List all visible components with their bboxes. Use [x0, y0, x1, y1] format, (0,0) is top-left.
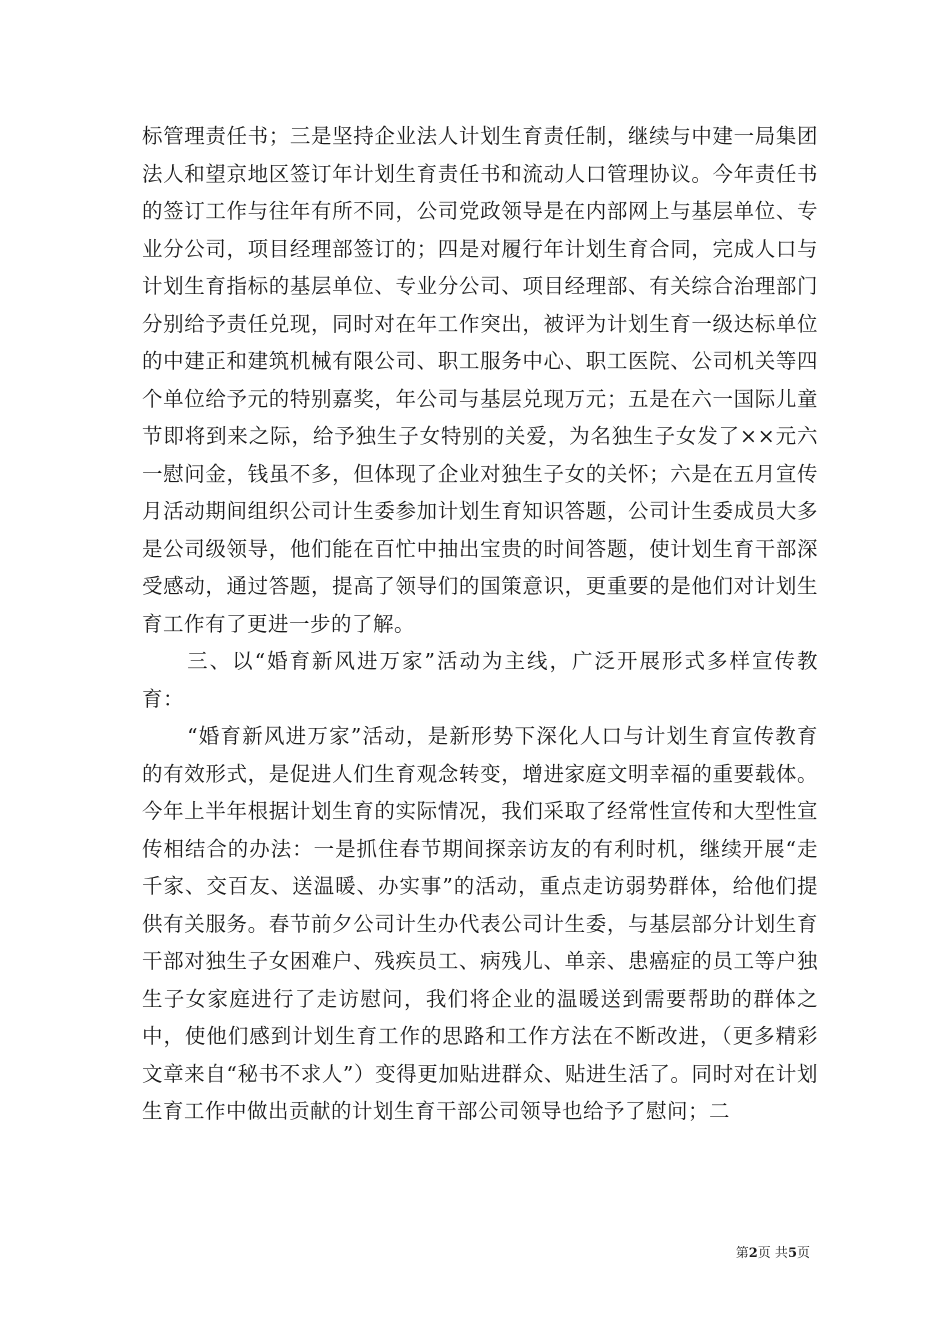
- footer-prefix: 第: [735, 1246, 749, 1261]
- paragraph-new-customs-campaign: “婚育新风进万家”活动，是新形势下深化人口与计划生育宣传教育的有效形式，是促进人们生育观念转变，增进家庭文明幸福的重要载体。今年上半年根据计划生育的实际情况，我们采取了经常性宣传和大型性宣传相结合的办法：一是抓住春节期间探亲访友的有利时机，继续开展“走千家、交百友、送温暖、办实事”的活动，重点走访弱势群体，给他们提供有关服务。春节前夕公司计生办代表公司计生委，与基层部分计划生育干部对独生子女困难户、残疾员工、病残儿、单亲、患癌症的员工等户独生子女家庭进行了走访慰问，我们将企业的温暖送到需要帮助的群体之中，使他们感到计划生育工作的思路和工作方法在不断改进，（更多精彩文章来自“秘书不求人”）变得更加贴进群众、贴进生活了。同时对在计划生育工作中做出贡献的计划生育干部公司领导也给予了慰问；二: [142, 724, 818, 1123]
- footer-middle: 页 共: [757, 1246, 788, 1261]
- footer-current-page: 2: [748, 1246, 758, 1261]
- document-body: [142, 118, 818, 1131]
- footer-total-pages: 5: [787, 1246, 797, 1261]
- section-heading-three: 三、以“婚育新风进万家”活动为主线，广泛开展形式多样宣传教育：: [142, 649, 818, 711]
- paragraph-responsibility-books: 标管理责任书；三是坚持企业法人计划生育责任制，继续与中建一局集团法人和望京地区签订年计划生育责任书和流动人口管理协议。今年责任书的签订工作与往年有所不同，公司党政领导是在内部网上与基层单位、专业分公司，项目经理部签订的；四是对履行年计划生育合同，完成人口与计划生育指标的基层单位、专业分公司、项目经理部、有关综合治理部门分别给予责任兑现，同时对在年工作突出，被评为计划生育一级达标单位的中建正和建筑机械有限公司、职工服务中心、职工医院、公司机关等四个单位给予元的特别嘉奖，年公司与基层兑现万元；五是在六一国际儿童节即将到来之际，给予独生子女特别的关爱，为名独生子女发了××元六一慰问金，钱虽不多，但体现了企业对独生子女的关怀；六是在五月宣传月活动期间组织公司计生委参加计划生育知识答题，公司计生委成员大多是公司级领导，他们能在百忙中抽出宝贵的时间答题，使计划生育干部深受感动，通过答题，提高了领导们的国策意识，更重要的是他们对计划生育工作有了更进一步的了解。: [142, 124, 818, 636]
- page-number-footer: [600, 1242, 810, 1261]
- footer-suffix: 页: [796, 1246, 810, 1261]
